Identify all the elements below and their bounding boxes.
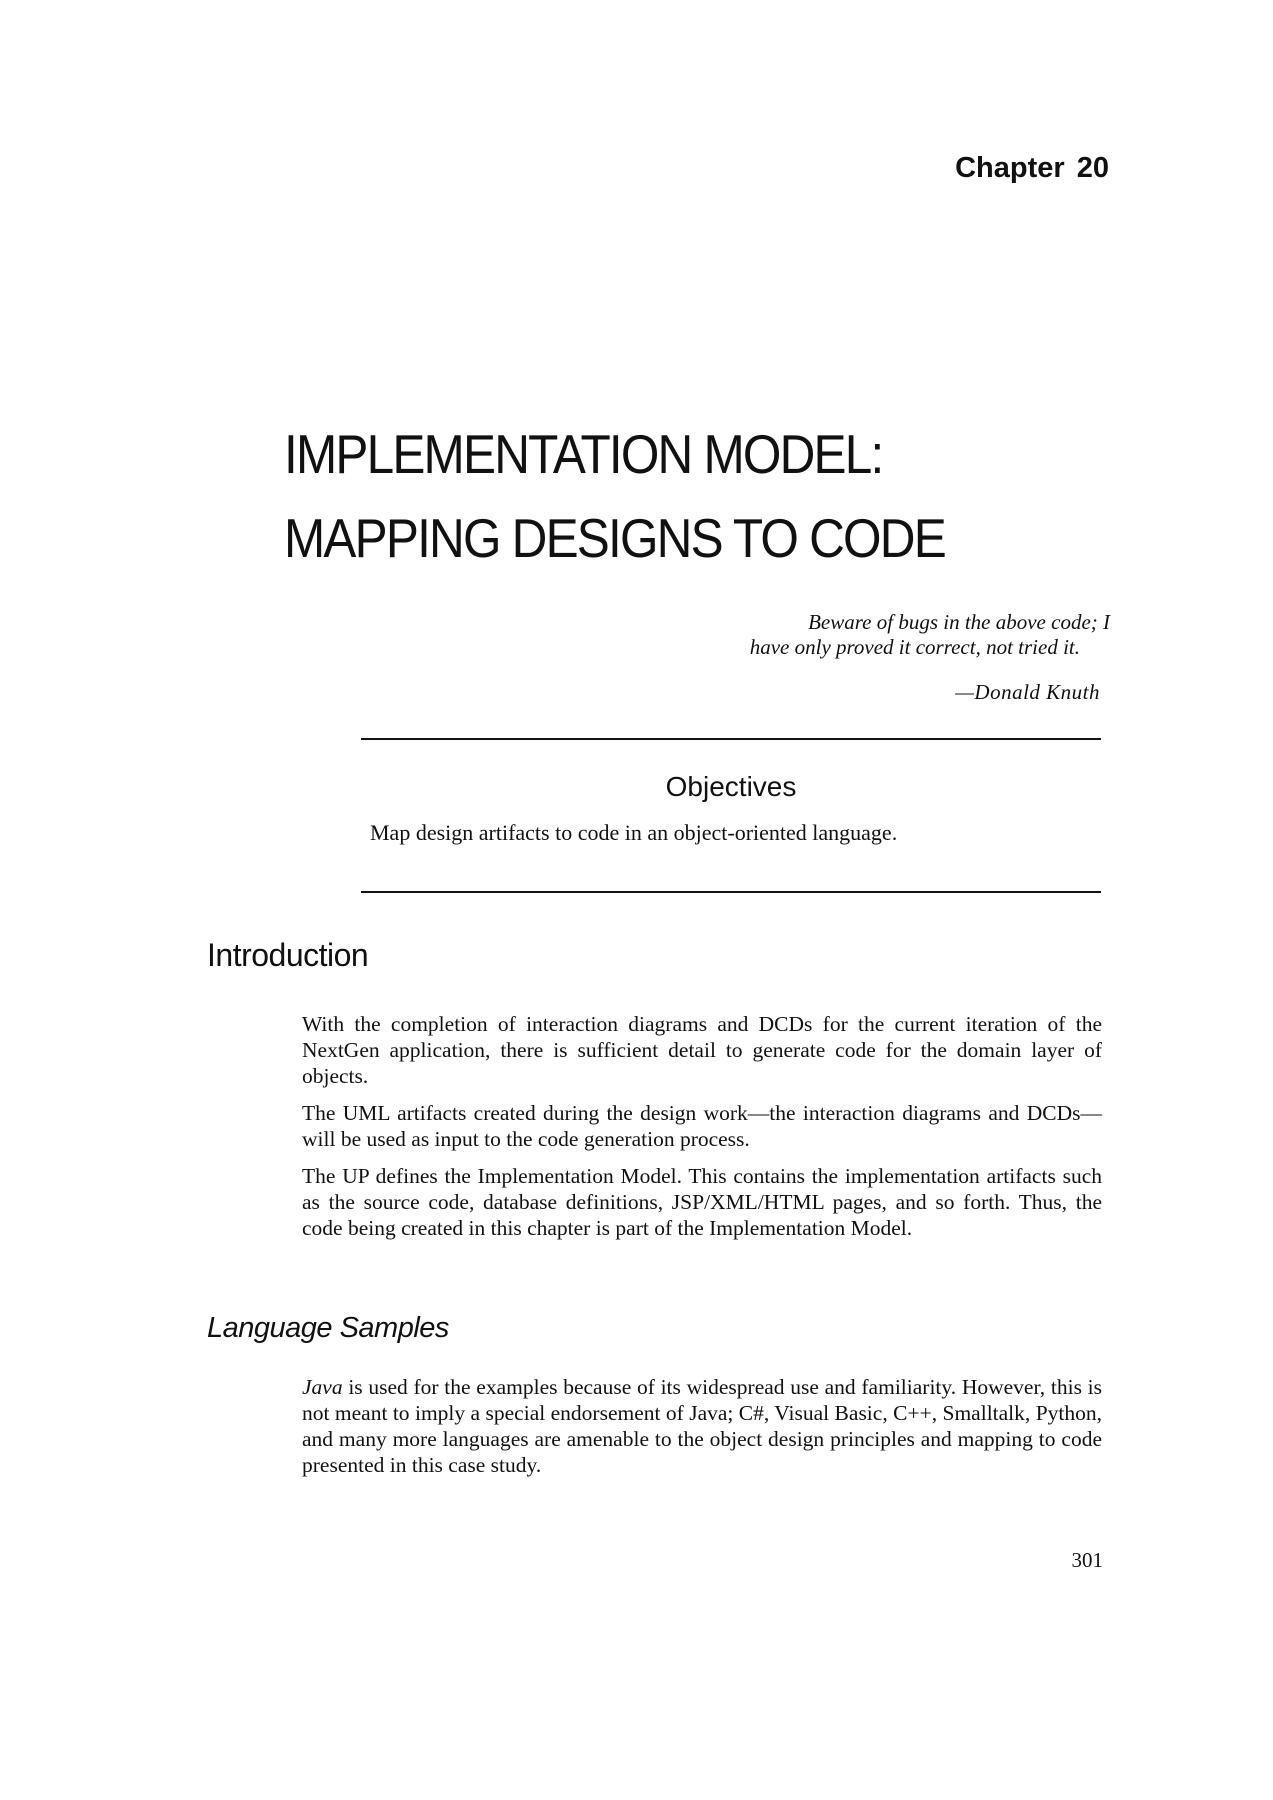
epigraph-attribution: —Donald Knuth [955,680,1100,704]
chapter-title-line-1: IMPLEMENTATION MODEL: [284,423,883,485]
epigraph [590,610,1110,705]
page-number: 301 [1071,1548,1103,1572]
language-samples-heading: Language Samples [207,1312,449,1344]
objectives-text: Map design artifacts to code in an object-oriented language. [370,820,898,845]
objectives-heading: Objectives [665,771,797,802]
introduction-paragraph-1: With the completion of interaction diagrams and DCDs for the current iteration of the NextGen application, there is sufficient detail to generate code for the domain layer of objects. [302,1012,1102,1088]
epigraph-line-2: have only proved it correct, not tried it. [749,635,1080,659]
epigraph-line-1: Beware of bugs in the above code; I [808,610,1110,634]
objectives-top-rule [361,738,1101,740]
introduction-body [302,1011,1102,1252]
java-emphasis: Java [302,1375,343,1399]
language-samples-body [302,1374,1102,1489]
introduction-paragraph-2: The UML artifacts created during the design work—the interaction diagrams and DCDs—will be used as input to the code generation process. [302,1101,1102,1151]
chapter-title [284,412,945,580]
chapter-label: Chapter 20 [955,152,1109,184]
introduction-paragraph-3: The UP defines the Implementation Model. This contains the implementation artifacts such as the source code, database definitions, JSP/XML/HTML pages, and so forth. Thus, the code being created in this chapter is part of the Implementation Model. [302,1164,1102,1240]
chapter-title-line-2: MAPPING DESIGNS TO CODE [284,507,945,569]
language-samples-paragraph [302,1374,1102,1478]
language-samples-text: is used for the examples because of its widespread use and familiarity. However, this is not meant to imply a special endorsement of Java; C#, Visual Basic, C++, Smalltalk, Python, and many more languages are amenable to the object design principles and mapping to code presented in this case study. [302,1375,1102,1477]
introduction-heading: Introduction [207,937,369,973]
objectives-bottom-rule [361,891,1101,893]
